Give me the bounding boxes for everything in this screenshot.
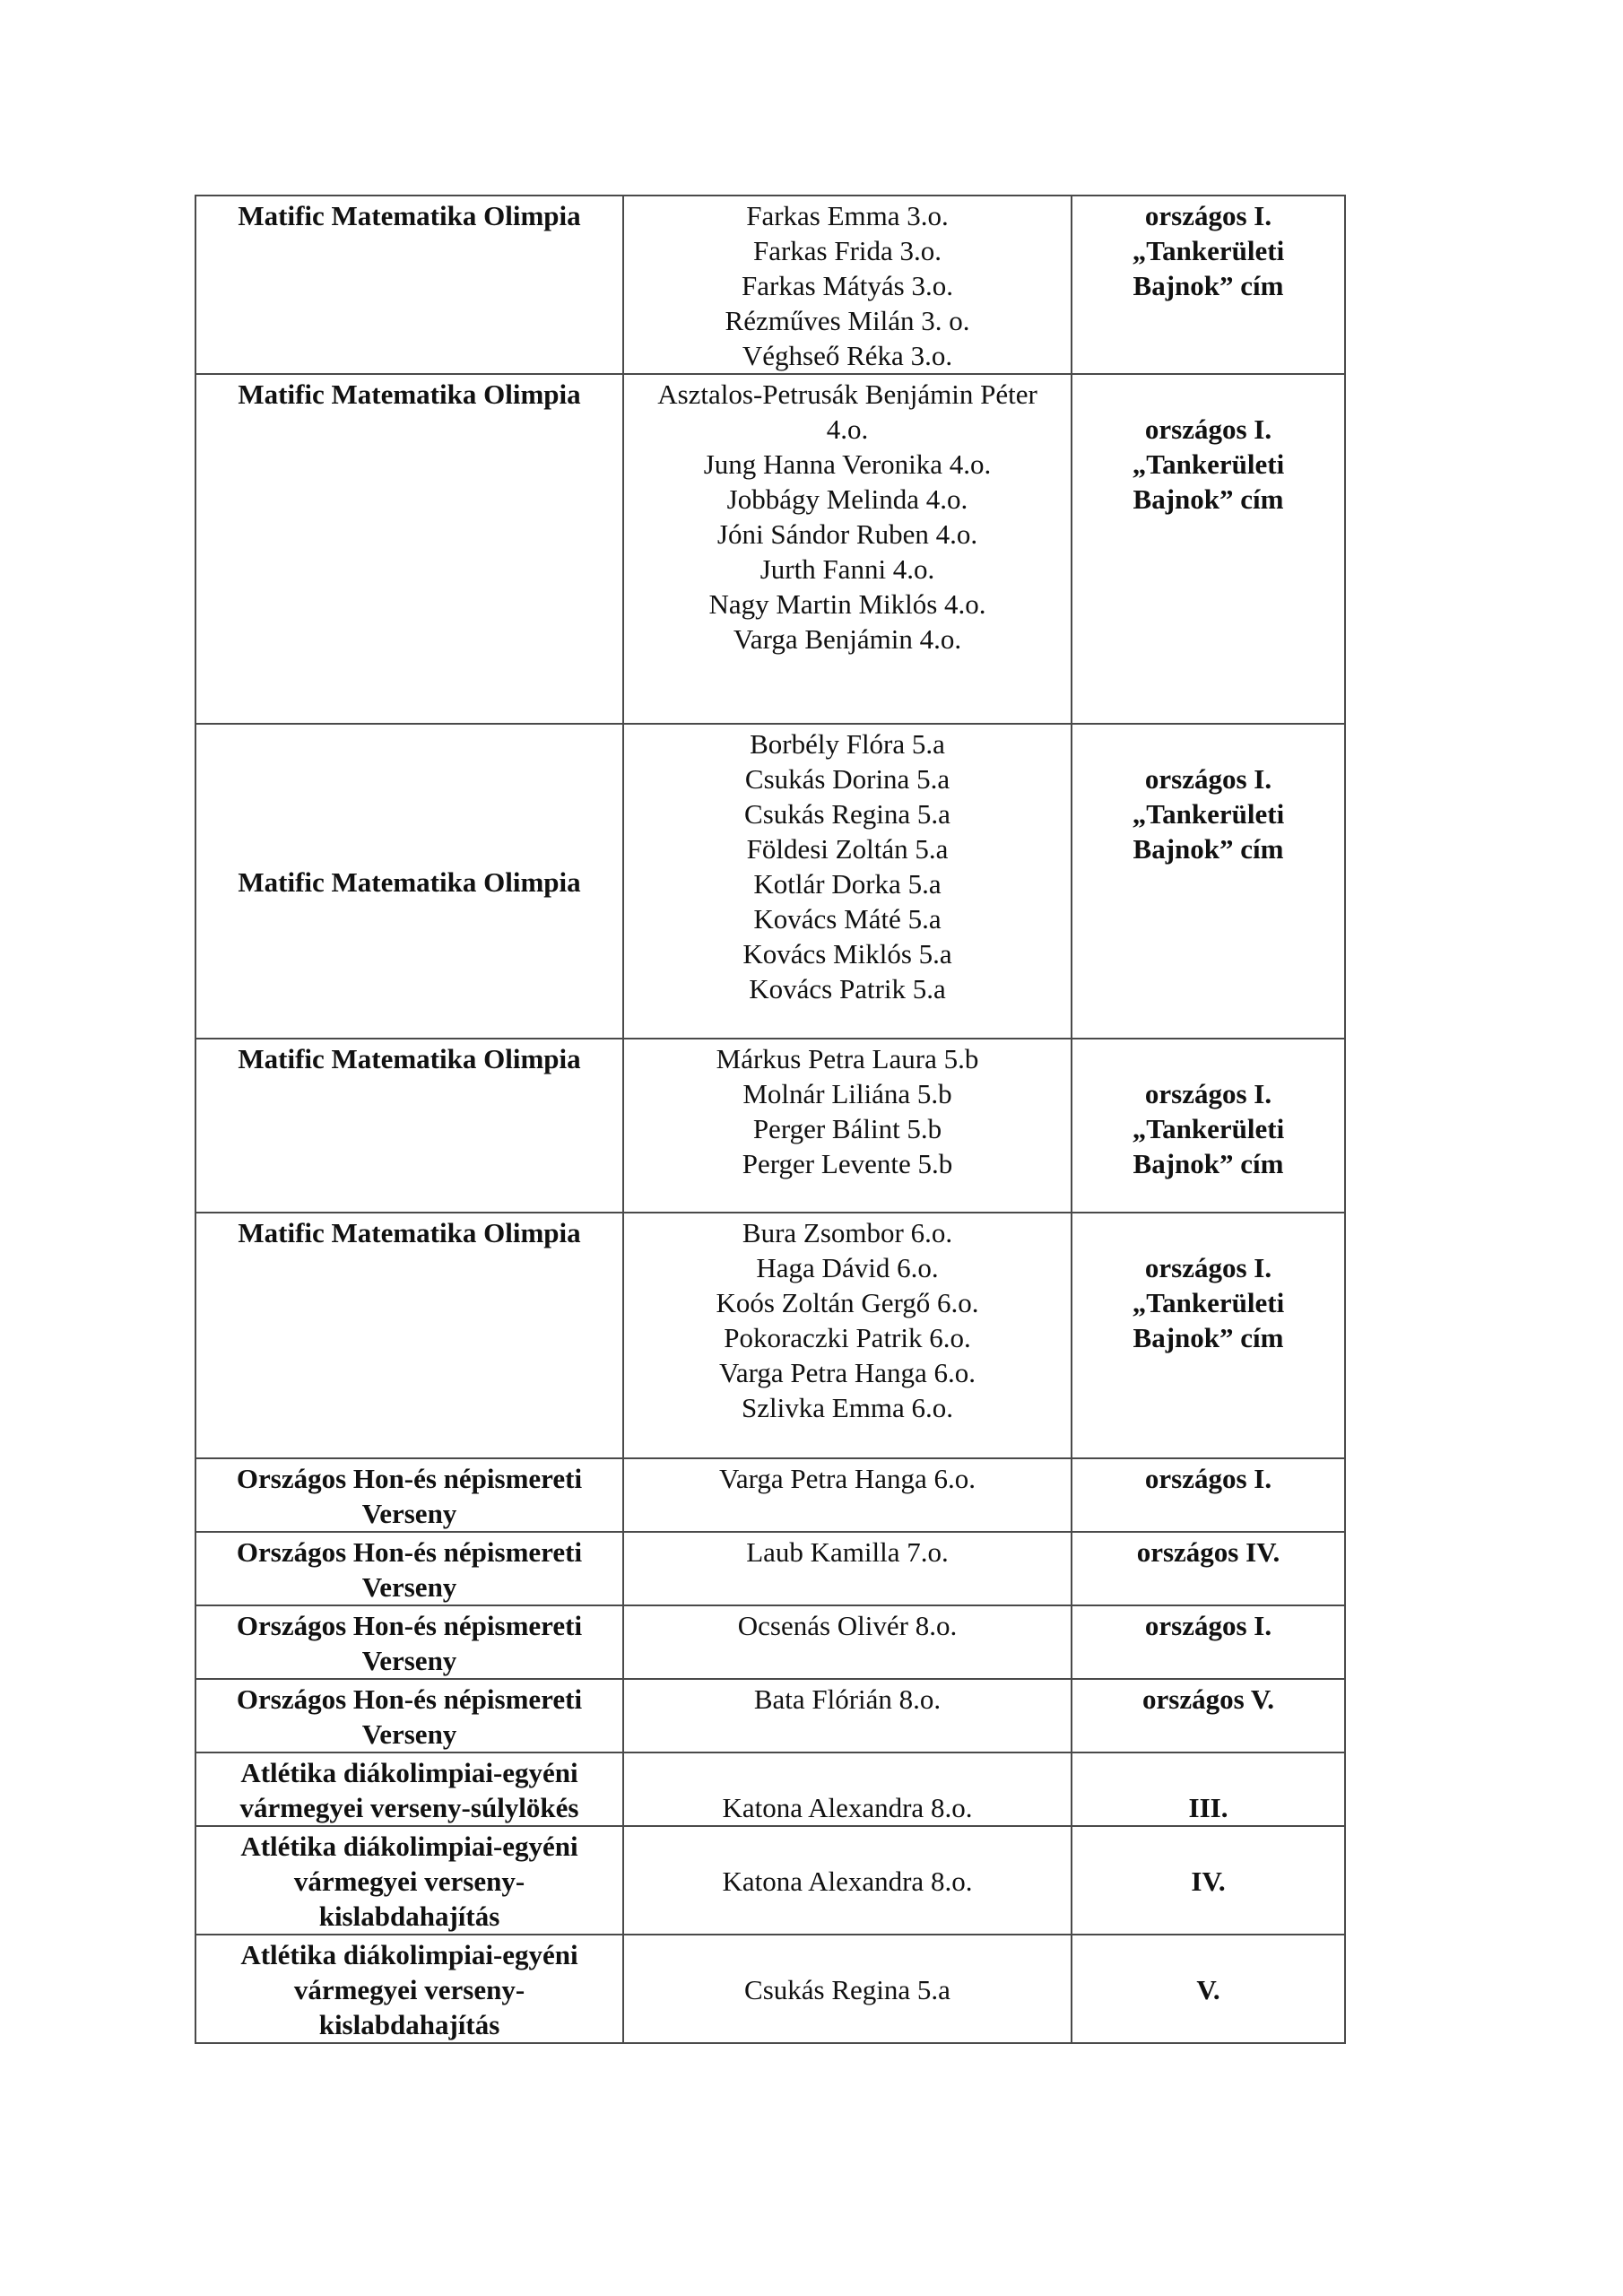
table-row bbox=[195, 1532, 1345, 1605]
result-text: országos I. bbox=[1144, 763, 1272, 795]
table-row bbox=[195, 1752, 1345, 1826]
student-name: Kotlár Dorka 5.a bbox=[753, 868, 942, 900]
student-name: Szlivka Emma 6.o. bbox=[742, 1392, 953, 1423]
table-row bbox=[195, 1039, 1345, 1213]
competition-cell bbox=[195, 196, 623, 374]
competition-name: Matific Matematika Olimpia bbox=[238, 378, 581, 410]
result-text: országos IV. bbox=[1136, 1536, 1280, 1568]
student-name: Perger Bálint 5.b bbox=[752, 1113, 942, 1144]
competition-cell bbox=[195, 1752, 623, 1826]
competition-name: kislabdahajítás bbox=[318, 2009, 500, 2040]
results-table bbox=[195, 195, 1346, 2044]
student-name: Haga Dávid 6.o. bbox=[756, 1252, 939, 1283]
students-cell bbox=[623, 1605, 1072, 1679]
table-row bbox=[195, 1605, 1345, 1679]
students-cell bbox=[623, 1935, 1072, 2043]
competition-name: Országos Hon-és népismereti bbox=[236, 1463, 583, 1494]
student-name: Farkas Emma 3.o. bbox=[746, 200, 949, 231]
competition-name: vármegyei verseny-súlylökés bbox=[239, 1792, 579, 1823]
students-cell bbox=[623, 724, 1072, 1039]
competition-cell bbox=[195, 724, 623, 1039]
result-text: országos I. bbox=[1144, 1610, 1272, 1641]
student-name: Nagy Martin Miklós 4.o. bbox=[708, 588, 986, 620]
result-text: országos V. bbox=[1142, 1683, 1274, 1715]
result-text: Bajnok” cím bbox=[1133, 483, 1284, 515]
student-name: Csukás Regina 5.a bbox=[744, 1974, 950, 2005]
student-name: 4.o. bbox=[826, 413, 869, 445]
competition-name: Matific Matematika Olimpia bbox=[238, 1043, 581, 1074]
student-name: Varga Petra Hanga 6.o. bbox=[718, 1357, 976, 1388]
competition-name: Verseny bbox=[361, 1571, 457, 1603]
student-name: Pokoraczki Patrik 6.o. bbox=[724, 1322, 971, 1353]
result-text: Bajnok” cím bbox=[1133, 1148, 1284, 1179]
student-name: Katona Alexandra 8.o. bbox=[722, 1866, 973, 1897]
result-text: országos I. bbox=[1144, 1463, 1272, 1494]
student-name: Asztalos-Petrusák Benjámin Péter bbox=[657, 378, 1037, 410]
competition-name: Matific Matematika Olimpia bbox=[238, 866, 581, 898]
student-name: Farkas Mátyás 3.o. bbox=[742, 270, 953, 301]
result-text: IV. bbox=[1191, 1866, 1226, 1897]
student-name: Molnár Liliána 5.b bbox=[742, 1078, 952, 1109]
table-row bbox=[195, 374, 1345, 724]
student-name: Varga Petra Hanga 6.o. bbox=[718, 1463, 976, 1494]
table-row bbox=[195, 1826, 1345, 1935]
students-cell bbox=[623, 374, 1072, 724]
students-cell bbox=[623, 1039, 1072, 1213]
student-name: Ocsenás Olivér 8.o. bbox=[737, 1610, 958, 1641]
competition-name: Matific Matematika Olimpia bbox=[238, 1217, 581, 1248]
result-text: országos I. bbox=[1144, 1078, 1272, 1109]
result-cell bbox=[1072, 1605, 1345, 1679]
table-row bbox=[195, 1679, 1345, 1752]
student-name: Bata Flórián 8.o. bbox=[753, 1683, 942, 1715]
table-row bbox=[195, 1935, 1345, 2043]
result-text: országos I. bbox=[1144, 200, 1272, 231]
competition-cell bbox=[195, 1039, 623, 1213]
student-name: Bura Zsombor 6.o. bbox=[742, 1217, 953, 1248]
student-name: Véghseő Réka 3.o. bbox=[742, 340, 953, 371]
student-name: Rézműves Milán 3. o. bbox=[725, 305, 970, 336]
result-text: „Tankerületi bbox=[1132, 1113, 1285, 1144]
competition-name: vármegyei verseny- bbox=[293, 1974, 525, 2005]
table-row bbox=[195, 1458, 1345, 1532]
competition-name: Verseny bbox=[361, 1718, 457, 1750]
student-name: Földesi Zoltán 5.a bbox=[746, 833, 949, 865]
students-cell bbox=[623, 1532, 1072, 1605]
table-row bbox=[195, 196, 1345, 374]
result-text: „Tankerületi bbox=[1132, 798, 1285, 830]
result-text: „Tankerületi bbox=[1132, 1287, 1285, 1318]
result-text: „Tankerületi bbox=[1132, 235, 1285, 266]
result-text: országos I. bbox=[1144, 413, 1272, 445]
result-cell bbox=[1072, 196, 1345, 374]
result-cell bbox=[1072, 1213, 1345, 1458]
student-name: Jurth Fanni 4.o. bbox=[759, 553, 935, 585]
competition-cell bbox=[195, 1213, 623, 1458]
competition-name: Verseny bbox=[361, 1645, 457, 1676]
result-text: V. bbox=[1196, 1974, 1220, 2005]
competition-cell bbox=[195, 1532, 623, 1605]
result-text: Bajnok” cím bbox=[1133, 833, 1284, 865]
student-name: Farkas Frida 3.o. bbox=[752, 235, 942, 266]
student-name: Jóni Sándor Ruben 4.o. bbox=[716, 518, 978, 550]
student-name: Varga Benjámin 4.o. bbox=[733, 623, 962, 655]
competition-name: Matific Matematika Olimpia bbox=[238, 200, 581, 231]
result-cell bbox=[1072, 1458, 1345, 1532]
result-cell bbox=[1072, 1679, 1345, 1752]
result-text: országos I. bbox=[1144, 1252, 1272, 1283]
student-name: Csukás Regina 5.a bbox=[744, 798, 950, 830]
result-cell bbox=[1072, 1039, 1345, 1213]
competition-cell bbox=[195, 374, 623, 724]
competition-name: Verseny bbox=[361, 1498, 457, 1529]
students-cell bbox=[623, 196, 1072, 374]
student-name: Katona Alexandra 8.o. bbox=[722, 1792, 973, 1823]
result-cell bbox=[1072, 1532, 1345, 1605]
result-cell bbox=[1072, 1752, 1345, 1826]
result-cell bbox=[1072, 724, 1345, 1039]
result-cell bbox=[1072, 374, 1345, 724]
students-cell bbox=[623, 1752, 1072, 1826]
competition-name: Atlétika diákolimpiai-egyéni bbox=[240, 1939, 578, 1970]
competition-cell bbox=[195, 1679, 623, 1752]
competition-name: Országos Hon-és népismereti bbox=[236, 1683, 583, 1715]
result-cell bbox=[1072, 1826, 1345, 1935]
competition-cell bbox=[195, 1935, 623, 2043]
student-name: Jung Hanna Veronika 4.o. bbox=[703, 448, 992, 480]
students-cell bbox=[623, 1213, 1072, 1458]
students-cell bbox=[623, 1826, 1072, 1935]
competition-name: Országos Hon-és népismereti bbox=[236, 1536, 583, 1568]
students-cell bbox=[623, 1679, 1072, 1752]
competition-cell bbox=[195, 1605, 623, 1679]
competition-name: Atlétika diákolimpiai-egyéni bbox=[240, 1831, 578, 1862]
competition-cell bbox=[195, 1458, 623, 1532]
competition-name: kislabdahajítás bbox=[318, 1900, 500, 1932]
competition-name: Atlétika diákolimpiai-egyéni bbox=[240, 1757, 578, 1788]
student-name: Borbély Flóra 5.a bbox=[750, 728, 945, 760]
student-name: Csukás Dorina 5.a bbox=[744, 763, 950, 795]
student-name: Márkus Petra Laura 5.b bbox=[716, 1043, 979, 1074]
result-text: „Tankerületi bbox=[1132, 448, 1285, 480]
table-row bbox=[195, 1213, 1345, 1458]
result-cell bbox=[1072, 1935, 1345, 2043]
student-name: Koós Zoltán Gergő 6.o. bbox=[716, 1287, 979, 1318]
competition-name: Országos Hon-és népismereti bbox=[236, 1610, 583, 1641]
result-text: III. bbox=[1188, 1792, 1228, 1823]
result-text: Bajnok” cím bbox=[1133, 270, 1284, 301]
student-name: Laub Kamilla 7.o. bbox=[746, 1536, 949, 1568]
student-name: Kovács Patrik 5.a bbox=[749, 973, 946, 1004]
student-name: Perger Levente 5.b bbox=[742, 1148, 953, 1179]
students-cell bbox=[623, 1458, 1072, 1532]
result-text: Bajnok” cím bbox=[1133, 1322, 1284, 1353]
student-name: Kovács Miklós 5.a bbox=[742, 938, 952, 970]
student-name: Jobbágy Melinda 4.o. bbox=[726, 483, 968, 515]
competition-name: vármegyei verseny- bbox=[293, 1866, 525, 1897]
student-name: Kovács Máté 5.a bbox=[753, 903, 942, 935]
competition-cell bbox=[195, 1826, 623, 1935]
table-row bbox=[195, 724, 1345, 1039]
